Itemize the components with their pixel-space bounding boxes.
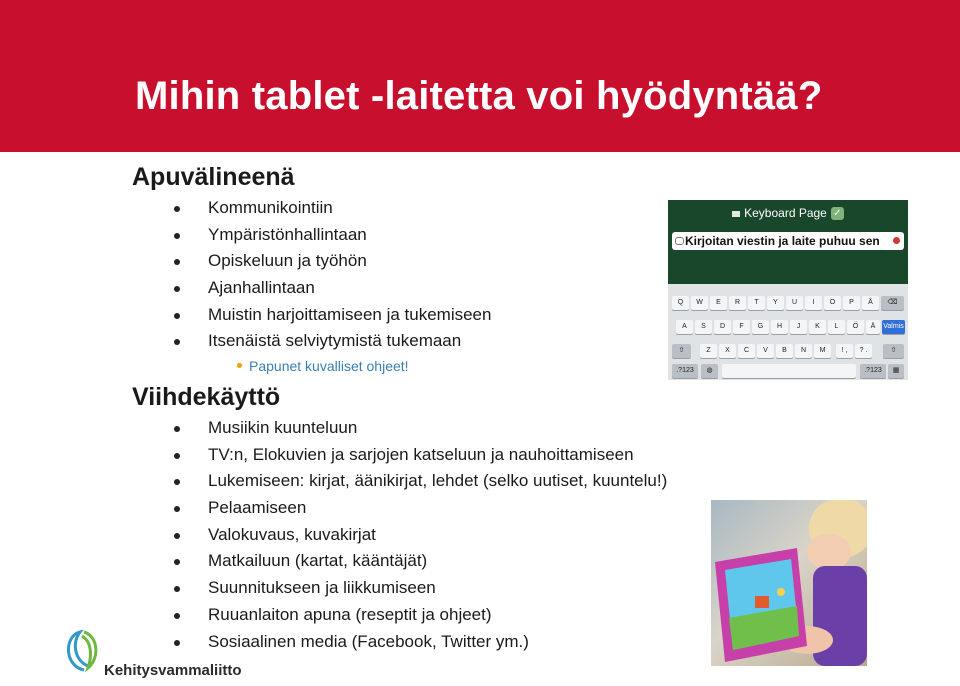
keyboard-page-screenshot — [668, 200, 908, 380]
keyboard-page-header — [668, 200, 908, 284]
bullet-icon — [174, 559, 180, 565]
bullet-icon — [174, 339, 180, 345]
keyboard-row-2 — [668, 320, 908, 336]
bullet-icon — [174, 286, 180, 292]
list-item: Pelaamiseen — [0, 495, 667, 522]
key: T — [748, 296, 765, 310]
list-item: TV:n, Elokuvien ja sarjojen katseluun ja nauhoittamiseen — [0, 442, 667, 469]
key: R — [729, 296, 746, 310]
list-item: Muistin harjoittamiseen ja tukemiseen — [0, 302, 491, 329]
key: P — [843, 296, 860, 310]
message-field: Kirjoitan viestin ja laite puhuu sen — [672, 232, 904, 250]
list-item: Lukemiseen: kirjat, äänikirjat, lehdet (selko uutiset, kuuntelu!) — [0, 468, 667, 495]
key: O — [824, 296, 841, 310]
key: Z — [700, 344, 717, 358]
key: D — [714, 320, 731, 334]
list-item: Sosiaalinen media (Facebook, Twitter ym.) — [0, 629, 667, 656]
key: W — [691, 296, 708, 310]
page-icon — [732, 211, 740, 217]
bullet-icon — [174, 313, 180, 319]
keyboard-page-title: Keyboard Page ✓ — [668, 206, 908, 220]
list-item: Matkailuun (kartat, kääntäjät) — [0, 548, 667, 575]
key: J — [790, 320, 807, 334]
key: K — [809, 320, 826, 334]
keyboard-hide-icon: ▦ — [888, 364, 904, 378]
key: Ö — [847, 320, 864, 334]
bullet-icon — [174, 613, 180, 619]
keyboard-row-4 — [668, 364, 908, 380]
bullet-icon — [174, 426, 180, 432]
list-item: Ruuanlaiton apuna (reseptit ja ohjeet) — [0, 602, 667, 629]
key: Q — [672, 296, 689, 310]
list-item: Ajanhallintaan — [0, 275, 491, 302]
key: ? . — [855, 344, 872, 358]
bullet-icon — [174, 533, 180, 539]
key: V — [757, 344, 774, 358]
done-key: Valmis — [882, 320, 905, 334]
list-item: Itsenäistä selviytymistä tukemaan — [0, 328, 491, 355]
key: ! , — [836, 344, 853, 358]
list-item: Valokuvaus, kuvakirjat — [0, 522, 667, 549]
keyboard-row-1 — [668, 296, 908, 312]
kehitysvammaliitto-logo — [58, 626, 242, 686]
shift-icon: ⇧ — [883, 344, 904, 358]
bullet-icon — [174, 479, 180, 485]
globe-icon: ◍ — [701, 364, 718, 378]
title-banner — [0, 0, 960, 152]
numbers-key: .?123 — [672, 364, 698, 378]
key: F — [733, 320, 750, 334]
backspace-icon: ⌫ — [881, 296, 904, 310]
checkmark-icon: ✓ — [831, 207, 844, 220]
key: Ä — [866, 320, 880, 334]
list-item: Kommunikointiin — [0, 195, 491, 222]
sub-bullet-icon — [237, 363, 242, 368]
bullet-icon — [174, 206, 180, 212]
key: B — [776, 344, 793, 358]
key: G — [752, 320, 769, 334]
key: Å — [862, 296, 879, 310]
bullet-icon — [174, 233, 180, 239]
space-key — [722, 364, 856, 378]
section-heading-apuvalineena: Apuvälineenä — [132, 163, 295, 191]
list-item: Suunnitukseen ja liikkumiseen — [0, 575, 667, 602]
key: U — [786, 296, 803, 310]
logo-swirl-icon — [58, 626, 108, 674]
keyboard-row-3 — [668, 344, 908, 360]
sub-item-papunet: Papunet kuvalliset ohjeet! — [249, 357, 409, 375]
bullet-icon — [174, 453, 180, 459]
photo-illustration — [711, 500, 867, 666]
clear-icon — [893, 237, 900, 244]
list-item: Opiskeluun ja työhön — [0, 248, 491, 275]
list-item: Ympäristönhallintaan — [0, 222, 491, 249]
bullet-icon — [174, 506, 180, 512]
numbers-key: .?123 — [860, 364, 886, 378]
speech-bubble-icon — [675, 237, 684, 245]
key: E — [710, 296, 727, 310]
key: S — [695, 320, 712, 334]
key: C — [738, 344, 755, 358]
bullet-icon — [174, 259, 180, 265]
logo-text: Kehitysvammaliitto — [104, 662, 242, 679]
list-item: Musiikin kuunteluun — [0, 415, 667, 442]
section-heading-viihdekaytto: Viihdekäyttö — [132, 383, 281, 411]
key: I — [805, 296, 822, 310]
key: H — [771, 320, 788, 334]
key: Y — [767, 296, 784, 310]
child-with-tablet-photo — [711, 500, 867, 666]
page-title: Mihin tablet -laitetta voi hyödyntää? — [135, 74, 823, 118]
shift-icon: ⇧ — [672, 344, 691, 358]
key: A — [676, 320, 693, 334]
key: L — [828, 320, 845, 334]
key: M — [814, 344, 831, 358]
key: X — [719, 344, 736, 358]
viihdekaytto-list — [0, 415, 667, 655]
apuvalineena-list — [0, 195, 491, 355]
bullet-icon — [174, 586, 180, 592]
key: N — [795, 344, 812, 358]
